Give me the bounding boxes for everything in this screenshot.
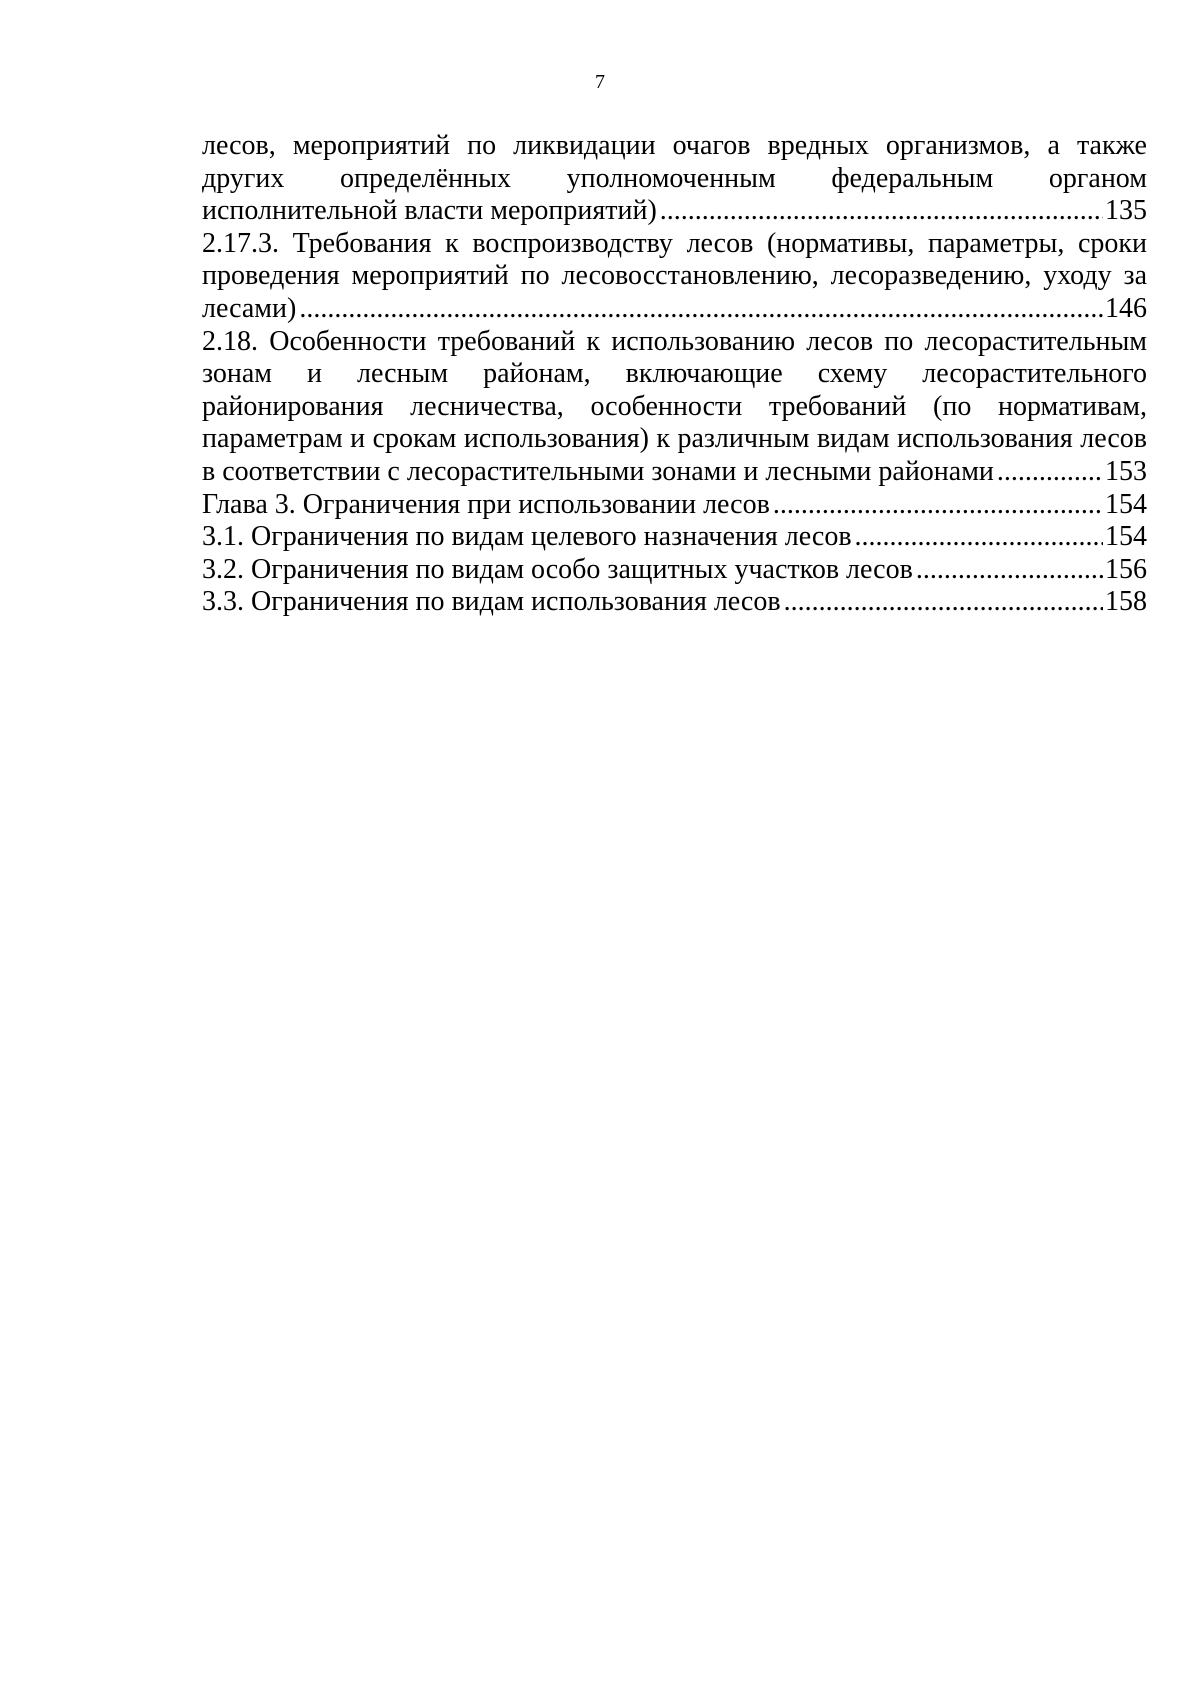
toc-page-number: 158 [1105,586,1147,618]
toc-entry-text-line: 3.2. Ограничения по видам особо защитных участков лесов [202,553,913,585]
toc-entry-text-line: лесами) [202,292,297,324]
dot-leader [660,195,1103,228]
dot-leader [916,554,1103,587]
toc-entry-text-line: зонам и лесным районам, включающие схему лесорастительного [202,358,1147,390]
dot-leader [855,521,1103,554]
toc-entry-2-18[interactable] [202,326,1147,489]
dot-leader [299,293,1103,326]
toc-entry-3-1[interactable] [202,521,1147,554]
toc-page-number: 135 [1105,195,1147,227]
dot-leader [997,456,1103,489]
toc-entry-3-2[interactable] [202,554,1147,587]
toc-page-number: 154 [1105,488,1147,520]
toc-entry-text-line: исполнительной власти мероприятий) [202,195,657,227]
toc-entry-text-line: 3.1. Ограничения по видам целевого назначения лесов [202,521,852,553]
toc-entry-pest-control-measures[interactable] [202,130,1147,228]
dot-leader [784,586,1103,619]
toc-entry-2-17-3[interactable] [202,228,1147,326]
toc-entry-last-line [202,521,1147,554]
toc-entry-text-line: Глава 3. Ограничения при использовании лесов [202,488,770,520]
toc-page-number: 153 [1105,455,1147,487]
toc-entry-text-line: проведения мероприятий по лесовосстановлению, лесоразведению, уходу за [202,260,1147,292]
toc-entry-last-line [202,586,1147,619]
toc-entry-last-line [202,293,1147,326]
toc-entry-text-line: лесов, мероприятий по ликвидации очагов вредных организмов, а также [202,130,1147,161]
toc-entry-text-line: 2.18. Особенности требований к использованию лесов по лесорастительным [202,325,1147,357]
toc-entry-last-line [202,456,1147,489]
toc-entry-chapter-3[interactable] [202,489,1147,522]
toc-entry-last-line [202,489,1147,522]
dot-leader [773,489,1103,522]
toc-entry-3-3[interactable] [202,586,1147,619]
table-of-contents [202,130,1147,619]
toc-entry-last-line [202,554,1147,587]
toc-page-number: 146 [1105,292,1147,324]
toc-entry-text-line: других определённых уполномоченным федеральным органом [202,162,1147,194]
toc-entry-last-line [202,195,1147,228]
toc-entry-text-line: 2.17.3. Требования к воспроизводству лесов (нормативы, параметры, сроки [202,227,1147,259]
toc-entry-text-line: параметрам и срокам использования) к различным видам использования лесов [202,423,1147,455]
toc-page-number: 156 [1105,553,1147,585]
toc-entry-text-line: в соответствии с лесорастительными зонами и лесными районами [202,455,994,487]
toc-entry-text-line: районирования лесничества, особенности требований (по нормативам, [202,390,1147,422]
page-number: 7 [595,71,605,93]
toc-entry-text-line: 3.3. Ограничения по видам использования лесов [202,586,781,618]
toc-page-number: 154 [1105,521,1147,553]
